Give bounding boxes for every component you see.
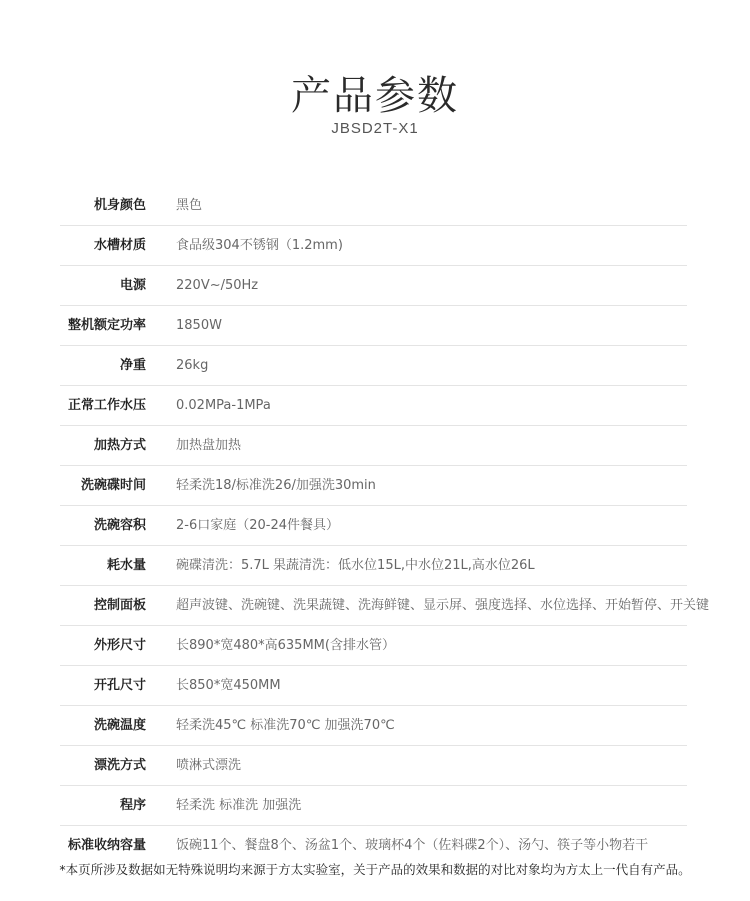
spec-value: 2-6口家庭（20-24件餐具） <box>176 518 340 533</box>
footnote: *本页所涉及数据如无特殊说明均来源于方太实验室，关于产品的效果和数据的对比对象均为方太上一代自有产品。 <box>59 862 691 877</box>
spec-row <box>0 546 750 586</box>
spec-value: 长850*宽450MM <box>176 678 281 693</box>
spec-value: 1850W <box>176 318 222 333</box>
spec-value: 0.02MPa-1MPa <box>176 398 271 413</box>
spec-value: 轻柔洗 标准洗 加强洗 <box>176 798 302 813</box>
spec-label: 水槽材质 <box>93 238 146 253</box>
spec-row <box>0 466 750 506</box>
spec-label: 程序 <box>119 798 146 813</box>
spec-row <box>0 346 750 386</box>
spec-label: 电源 <box>119 278 146 293</box>
spec-label: 洗碗碟时间 <box>80 478 146 493</box>
spec-value: 轻柔洗45℃ 标准洗70℃ 加强洗70℃ <box>176 718 395 733</box>
spec-row <box>0 386 750 426</box>
spec-value: 喷淋式漂洗 <box>176 758 242 773</box>
spec-label: 漂洗方式 <box>93 758 146 773</box>
spec-label: 耗水量 <box>106 558 146 573</box>
model-number: JBSD2T-X1 <box>331 120 419 137</box>
spec-row <box>0 786 750 826</box>
spec-row <box>0 666 750 706</box>
spec-row <box>0 306 750 346</box>
spec-label: 控制面板 <box>93 598 146 613</box>
spec-value: 轻柔洗18/标准洗26/加强洗30min <box>176 478 376 493</box>
spec-value: 26kg <box>176 358 209 373</box>
spec-table <box>0 186 750 866</box>
spec-label: 洗碗容积 <box>93 518 146 533</box>
spec-row <box>0 266 750 306</box>
spec-value: 食品级304不锈钢（1.2mm) <box>176 238 343 253</box>
spec-value: 长890*宽480*高635MM(含排水管） <box>176 638 395 653</box>
spec-row <box>0 706 750 746</box>
spec-label: 外形尺寸 <box>93 638 146 653</box>
spec-label: 机身颜色 <box>93 198 146 213</box>
spec-label: 净重 <box>119 358 146 373</box>
spec-label: 整机额定功率 <box>67 318 146 333</box>
spec-value: 碗碟清洗：5.7L 果蔬清洗：低水位15L,中水位21L,高水位26L <box>176 558 535 573</box>
spec-value: 黑色 <box>176 198 203 213</box>
spec-value: 220V~/50Hz <box>176 278 259 293</box>
spec-row <box>0 426 750 466</box>
spec-row <box>0 626 750 666</box>
spec-label: 洗碗温度 <box>93 718 146 733</box>
spec-label: 标准收纳容量 <box>67 838 146 853</box>
spec-row <box>0 226 750 266</box>
spec-label: 开孔尺寸 <box>93 678 146 693</box>
spec-row <box>0 186 750 226</box>
spec-value: 超声波键、洗碗键、洗果蔬键、洗海鲜键、显示屏、强度选择、水位选择、开始暂停、开关键 <box>176 598 710 613</box>
spec-value: 饭碗11个、餐盘8个、汤盆1个、玻璃杯4个（佐料碟2个）、汤勺、筷子等小物若干 <box>176 838 649 853</box>
spec-value: 加热盘加热 <box>176 438 242 453</box>
spec-label: 正常工作水压 <box>67 398 146 413</box>
spec-row <box>0 506 750 546</box>
spec-row <box>0 586 750 626</box>
spec-row <box>0 746 750 786</box>
spec-label: 加热方式 <box>93 438 146 453</box>
page-title: 产品参数 <box>291 73 459 119</box>
